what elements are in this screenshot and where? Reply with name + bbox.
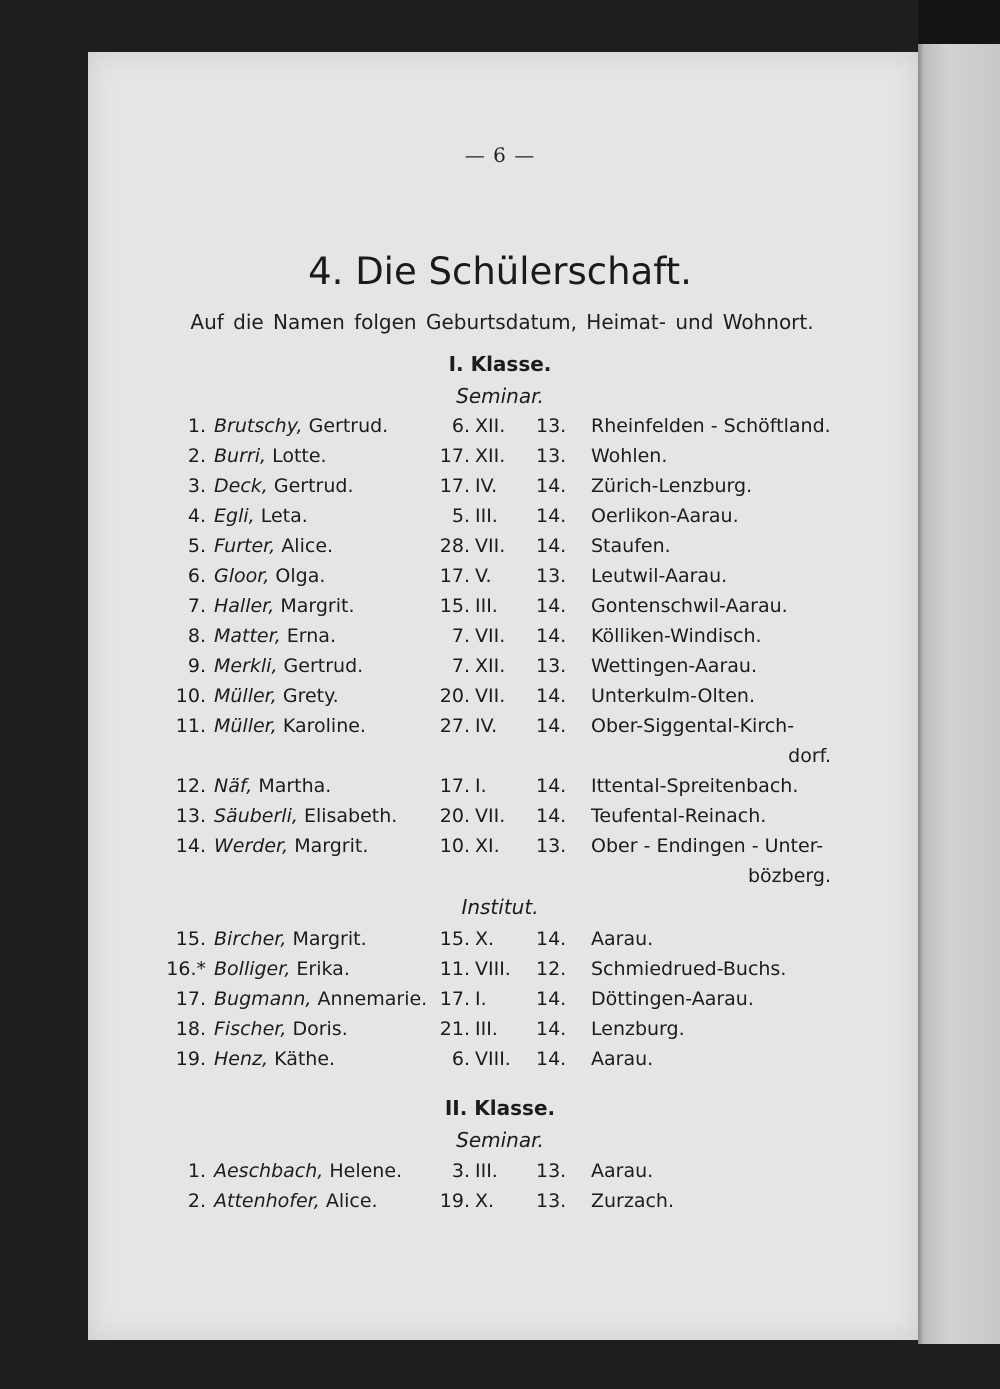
student-given-name: Karoline. xyxy=(282,715,366,737)
birth-month: XII. xyxy=(475,415,506,437)
birth-day: 17. xyxy=(439,775,470,797)
student-surname: Gloor, xyxy=(214,565,270,587)
birth-month: V. xyxy=(475,565,492,587)
home-place: Rheinfelden - Schöftland. xyxy=(591,415,831,437)
birth-month: III. xyxy=(475,1018,498,1040)
home-place: Leutwil-Aarau. xyxy=(591,565,728,587)
birth-year: 14. xyxy=(536,988,567,1010)
birth-day: 6. xyxy=(451,1048,470,1070)
student-name xyxy=(214,445,327,467)
student-surname: Bolliger, xyxy=(214,958,291,980)
student-name xyxy=(214,685,339,707)
student-row xyxy=(0,1018,1000,1048)
row-number: 16.* xyxy=(166,958,206,980)
birth-month: I. xyxy=(475,775,487,797)
klasse-1-title: I. Klasse. xyxy=(448,352,552,376)
student-row xyxy=(0,835,1000,865)
home-place: Unterkulm-Olten. xyxy=(591,685,755,707)
birth-month: XII. xyxy=(475,445,506,467)
row-number: 13. xyxy=(175,805,206,827)
birth-month: III. xyxy=(475,505,498,527)
birth-day: 7. xyxy=(451,655,470,677)
student-row xyxy=(0,958,1000,988)
student-given-name: Annemarie. xyxy=(317,988,428,1010)
student-surname: Müller, xyxy=(214,685,277,707)
student-name xyxy=(214,625,336,647)
birth-day: 17. xyxy=(439,445,470,467)
student-surname: Egli, xyxy=(214,505,255,527)
home-place: Zurzach. xyxy=(591,1190,675,1212)
row-number: 5. xyxy=(187,535,206,557)
home-place-continuation: dorf. xyxy=(788,745,831,767)
birth-month: XI. xyxy=(475,835,500,857)
klasse-2-title: II. Klasse. xyxy=(444,1096,556,1120)
student-name xyxy=(214,1160,402,1182)
student-name xyxy=(214,535,333,557)
birth-day: 10. xyxy=(439,835,470,857)
student-surname: Fischer, xyxy=(214,1018,287,1040)
student-row xyxy=(0,685,1000,715)
student-surname: Furter, xyxy=(214,535,276,557)
home-place: Aarau. xyxy=(591,1160,654,1182)
home-place: Zürich-Lenzburg. xyxy=(591,475,753,497)
student-name xyxy=(214,715,366,737)
home-place: Ittental-Spreitenbach. xyxy=(591,775,799,797)
home-place: Ober - Endingen - Unter- xyxy=(591,835,824,857)
birth-month: XII. xyxy=(475,655,506,677)
birth-year: 13. xyxy=(536,445,567,467)
birth-year: 14. xyxy=(536,1048,567,1070)
student-row xyxy=(0,595,1000,625)
birth-month: III. xyxy=(475,595,498,617)
student-given-name: Alice. xyxy=(281,535,334,557)
birth-month: VII. xyxy=(475,685,506,707)
student-row xyxy=(0,655,1000,685)
home-place: Schmiedrued-Buchs. xyxy=(591,958,787,980)
row-number: 14. xyxy=(175,835,206,857)
student-row xyxy=(0,625,1000,655)
student-row xyxy=(0,505,1000,535)
birth-year: 13. xyxy=(536,415,567,437)
student-surname: Burri, xyxy=(214,445,267,467)
home-place: Aarau. xyxy=(591,1048,654,1070)
student-row xyxy=(0,1190,1000,1220)
home-place: Lenzburg. xyxy=(591,1018,685,1040)
student-given-name: Erna. xyxy=(286,625,336,647)
student-row xyxy=(0,988,1000,1018)
student-surname: Bircher, xyxy=(214,928,287,950)
birth-day: 17. xyxy=(439,988,470,1010)
birth-day: 17. xyxy=(439,565,470,587)
student-given-name: Alice. xyxy=(325,1190,378,1212)
student-surname: Henz, xyxy=(214,1048,269,1070)
row-number: 18. xyxy=(175,1018,206,1040)
student-given-name: Margrit. xyxy=(294,835,369,857)
klasse-2-seminar-title: Seminar. xyxy=(456,1128,544,1152)
student-name xyxy=(214,805,397,827)
row-number: 2. xyxy=(187,1190,206,1212)
student-name xyxy=(214,475,354,497)
birth-year: 13. xyxy=(536,655,567,677)
student-surname: Werder, xyxy=(214,835,289,857)
birth-year: 14. xyxy=(536,685,567,707)
birth-year: 13. xyxy=(536,1160,567,1182)
row-number: 19. xyxy=(175,1048,206,1070)
birth-day: 27. xyxy=(439,715,470,737)
student-given-name: Grety. xyxy=(282,685,339,707)
birth-year: 13. xyxy=(536,565,567,587)
student-name xyxy=(214,565,325,587)
home-place: Staufen. xyxy=(591,535,671,557)
birth-year: 12. xyxy=(536,958,567,980)
row-number: 3. xyxy=(187,475,206,497)
student-surname: Matter, xyxy=(214,625,281,647)
student-surname: Müller, xyxy=(214,715,277,737)
section-heading: 4. Die Schülerschaft. xyxy=(308,250,692,293)
student-given-name: Käthe. xyxy=(274,1048,336,1070)
student-given-name: Margrit. xyxy=(292,928,367,950)
student-row xyxy=(0,475,1000,505)
row-number: 17. xyxy=(175,988,206,1010)
birth-day: 15. xyxy=(439,595,470,617)
birth-month: IV. xyxy=(475,475,498,497)
birth-month: I. xyxy=(475,988,487,1010)
student-surname: Brutschy, xyxy=(214,415,303,437)
row-number: 6. xyxy=(187,565,206,587)
student-row xyxy=(0,565,1000,595)
student-row xyxy=(0,1048,1000,1078)
home-place: Wohlen. xyxy=(591,445,668,467)
student-name xyxy=(214,958,350,980)
home-place: Gontenschwil-Aarau. xyxy=(591,595,788,617)
birth-year: 14. xyxy=(536,715,567,737)
birth-month: X. xyxy=(475,928,495,950)
student-name xyxy=(214,415,388,437)
birth-month: VII. xyxy=(475,805,506,827)
home-place-continuation: bözberg. xyxy=(748,865,831,887)
birth-year: 14. xyxy=(536,595,567,617)
student-surname: Deck, xyxy=(214,475,268,497)
home-place: Wettingen-Aarau. xyxy=(591,655,757,677)
home-place: Oerlikon-Aarau. xyxy=(591,505,739,527)
student-name xyxy=(214,595,355,617)
row-number: 9. xyxy=(187,655,206,677)
birth-year: 14. xyxy=(536,535,567,557)
birth-year: 14. xyxy=(536,805,567,827)
birth-day: 3. xyxy=(451,1160,470,1182)
home-place: Döttingen-Aarau. xyxy=(591,988,754,1010)
student-name xyxy=(214,775,331,797)
row-number: 15. xyxy=(175,928,206,950)
row-number: 10. xyxy=(175,685,206,707)
birth-day: 5. xyxy=(451,505,470,527)
birth-month: VII. xyxy=(475,535,506,557)
birth-year: 14. xyxy=(536,928,567,950)
row-number: 11. xyxy=(175,715,206,737)
row-number: 12. xyxy=(175,775,206,797)
student-row xyxy=(0,415,1000,445)
student-row xyxy=(0,928,1000,958)
home-place: Kölliken-Windisch. xyxy=(591,625,762,647)
birth-day: 7. xyxy=(451,625,470,647)
student-given-name: Leta. xyxy=(260,505,308,527)
birth-day: 11. xyxy=(439,958,470,980)
student-surname: Merkli, xyxy=(214,655,278,677)
birth-month: X. xyxy=(475,1190,495,1212)
birth-month: VIII. xyxy=(475,958,511,980)
student-surname: Bugmann, xyxy=(214,988,312,1010)
birth-year: 14. xyxy=(536,625,567,647)
student-given-name: Gertrud. xyxy=(273,475,354,497)
row-number: 1. xyxy=(187,415,206,437)
birth-year: 14. xyxy=(536,775,567,797)
klasse-1-institut-title: Institut. xyxy=(461,895,539,919)
birth-day: 17. xyxy=(439,475,470,497)
student-name xyxy=(214,655,363,677)
birth-year: 14. xyxy=(536,505,567,527)
birth-day: 20. xyxy=(439,805,470,827)
page-edge-dark xyxy=(918,0,1000,44)
student-surname: Haller, xyxy=(214,595,275,617)
student-given-name: Erika. xyxy=(296,958,350,980)
student-name xyxy=(214,1190,378,1212)
birth-month: VIII. xyxy=(475,1048,511,1070)
birth-year: 14. xyxy=(536,475,567,497)
row-number: 2. xyxy=(187,445,206,467)
student-given-name: Gertrud. xyxy=(308,415,389,437)
home-place: Ober-Siggental-Kirch- xyxy=(591,715,795,737)
subtitle: Auf die Namen folgen Geburtsdatum, Heimat- und Wohnort. xyxy=(190,310,814,334)
row-number: 1. xyxy=(187,1160,206,1182)
student-given-name: Olga. xyxy=(275,565,326,587)
student-name xyxy=(214,505,308,527)
student-given-name: Elisabeth. xyxy=(303,805,398,827)
birth-day: 20. xyxy=(439,685,470,707)
student-name xyxy=(214,928,367,950)
birth-year: 13. xyxy=(536,835,567,857)
student-name xyxy=(214,1018,348,1040)
birth-month: III. xyxy=(475,1160,498,1182)
page-number: — 6 — xyxy=(464,143,536,167)
student-given-name: Martha. xyxy=(258,775,332,797)
student-surname: Säuberli, xyxy=(214,805,298,827)
student-given-name: Margrit. xyxy=(280,595,355,617)
student-given-name: Doris. xyxy=(292,1018,348,1040)
home-place: Teufental-Reinach. xyxy=(591,805,767,827)
row-number: 4. xyxy=(187,505,206,527)
birth-month: VII. xyxy=(475,625,506,647)
student-row xyxy=(0,1160,1000,1190)
row-number: 7. xyxy=(187,595,206,617)
student-given-name: Helene. xyxy=(329,1160,403,1182)
student-name xyxy=(214,1048,335,1070)
birth-day: 19. xyxy=(439,1190,470,1212)
student-surname: Aeschbach, xyxy=(214,1160,324,1182)
birth-day: 21. xyxy=(439,1018,470,1040)
birth-day: 6. xyxy=(451,415,470,437)
klasse-1-seminar-title: Seminar. xyxy=(456,384,544,408)
student-row xyxy=(0,535,1000,565)
student-row xyxy=(0,775,1000,805)
home-place: Aarau. xyxy=(591,928,654,950)
student-row xyxy=(0,715,1000,745)
row-number: 8. xyxy=(187,625,206,647)
student-name xyxy=(214,988,427,1010)
birth-year: 13. xyxy=(536,1190,567,1212)
birth-day: 15. xyxy=(439,928,470,950)
birth-month: IV. xyxy=(475,715,498,737)
student-given-name: Gertrud. xyxy=(283,655,364,677)
student-surname: Attenhofer, xyxy=(214,1190,320,1212)
student-row xyxy=(0,805,1000,835)
student-row xyxy=(0,445,1000,475)
birth-day: 28. xyxy=(439,535,470,557)
student-surname: Näf, xyxy=(214,775,253,797)
birth-year: 14. xyxy=(536,1018,567,1040)
student-given-name: Lotte. xyxy=(272,445,327,467)
student-name xyxy=(214,835,368,857)
